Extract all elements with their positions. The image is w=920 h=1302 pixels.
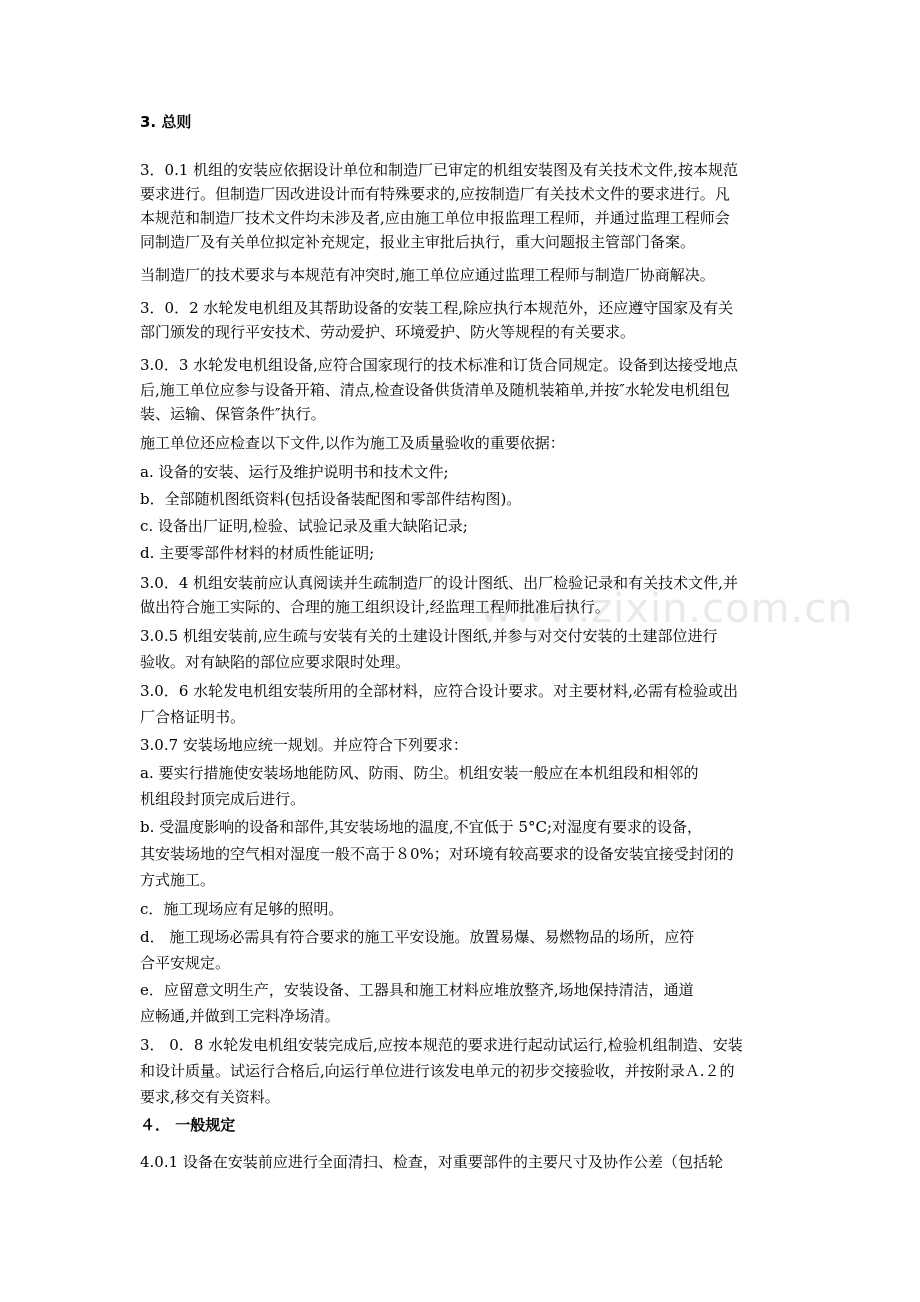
text-line: 3.0.5 机组安装前,应生疏与安装有关的土建设计图纸,并参与对交付安装的土建部位进行 — [140, 627, 718, 645]
section-3-heading: 3. 总则 — [140, 113, 192, 131]
list-item: a. 设备的安装、运行及维护说明书和技术文件; — [140, 463, 449, 481]
text-line: 要求,移交有关资料。 — [140, 1088, 280, 1106]
text-line: 3．0.1 机组的安装应依据设计单位和制造厂已审定的机组安装图及有关技术文件,按本规范 — [140, 161, 738, 179]
list-item: c. 设备出厂证明,检验、试验记录及重大缺陷记录; — [140, 517, 468, 535]
text-line: 3.0．6 水轮发电机组安装所用的全部材料，应符合设计要求。对主要材料,必需有检验或出 — [140, 682, 738, 700]
text-line: 要求进行。但制造厂因改进设计而有特殊要求的,应按制造厂有关技术文件的要求进行。凡 — [140, 185, 730, 203]
text-line: 机组段封顶完成后进行。 — [140, 790, 306, 808]
text-line: 合平安规定。 — [140, 954, 231, 972]
text-line: 做出符合施工实际的、合理的施工组织设计,经监理工程师批准后执行。 — [140, 598, 610, 616]
text-line: 3．0．2 水轮发电机组及其帮助设备的安装工程,除应执行本规范外，还应遵守国家及有关 — [140, 299, 734, 317]
list-item: e．应留意文明生产，安装设备、工器具和施工材料应堆放整齐,场地保持清洁，通道 — [140, 981, 694, 999]
list-item: a. 要实行措施使安装场地能防风、防雨、防尘。机组安装一般应在本机组段和相邻的 — [140, 764, 699, 782]
section-4-heading: ４． 一般规定 — [140, 1116, 236, 1134]
text-line: 装、运输、保管条件″执行。 — [140, 405, 326, 423]
text-line: 当制造厂的技术要求与本规范有冲突时,施工单位应通过监理工程师与制造厂协商解决。 — [140, 266, 715, 284]
watermark: www.zixin.com.cn — [480, 586, 854, 632]
text-line: 3.0.7 安装场地应统一规划。并应符合下列要求： — [140, 736, 468, 754]
text-line: 3． 0．8 水轮发电机组安装完成后,应按本规范的要求进行起动试运行,检验机组制造、安装 — [140, 1036, 743, 1054]
text-line: 验收。对有缺陷的部位应要求限时处理。 — [140, 653, 411, 671]
text-line: 部门颁发的现行平安技术、劳动爱护、环境爱护、防火等规程的有关要求。 — [140, 323, 636, 341]
text-line: 3.0．4 机组安装前应认真阅读并生疏制造厂的设计图纸、出厂检验记录和有关技术文件,并 — [140, 574, 738, 592]
text-line: 应畅通,并做到工完料净场清。 — [140, 1007, 340, 1025]
list-item: b．全部随机图纸资料(包括设备装配图和零部件结构图)。 — [140, 490, 522, 508]
list-item: c．施工现场应有足够的照明。 — [140, 900, 344, 918]
text-line: 厂合格证明书。 — [140, 708, 246, 726]
text-line: 方式施工。 — [140, 871, 216, 889]
list-item: d. 主要零部件材料的材质性能证明; — [140, 544, 375, 562]
text-line: 3.0．3 水轮发电机组设备,应符合国家现行的技术标准和订货合同规定。设备到达接受地点 — [140, 356, 738, 374]
text-line: 施工单位还应检查以下文件,以作为施工及质量验收的重要依据： — [140, 434, 565, 452]
text-line: 本规范和制造厂技术文件均未涉及者,应由施工单位申报监理工程师，并通过监理工程师会 — [140, 209, 730, 227]
text-line: 同制造厂及有关单位拟定补充规定，报业主审批后执行，重大问题报主管部门备案。 — [140, 233, 696, 251]
text-line: 和设计质量。试运行合格后,向运行单位进行该发电单元的初步交接验收，并按附录Ａ.２的 — [140, 1062, 735, 1080]
text-line: 其安装场地的空气相对湿度一般不高于８0%；对环境有较高要求的设备安装宜接受封闭的 — [140, 845, 734, 863]
list-item: b. 受温度影响的设备和部件,其安装场地的温度,不宜低于 5°C;对湿度有要求的设备， — [140, 818, 703, 836]
text-line: 后,施工单位应参与设备开箱、清点,检查设备供货清单及随机装箱单,并按″水轮发电机组包 — [140, 381, 730, 399]
text-line: 4.0.1 设备在安装前应进行全面清扫、检查，对重要部件的主要尺寸及协作公差（包括轮 — [140, 1153, 723, 1171]
list-item: d． 施工现场必需具有符合要求的施工平安设施。放置易爆、易燃物品的场所，应符 — [140, 928, 695, 946]
